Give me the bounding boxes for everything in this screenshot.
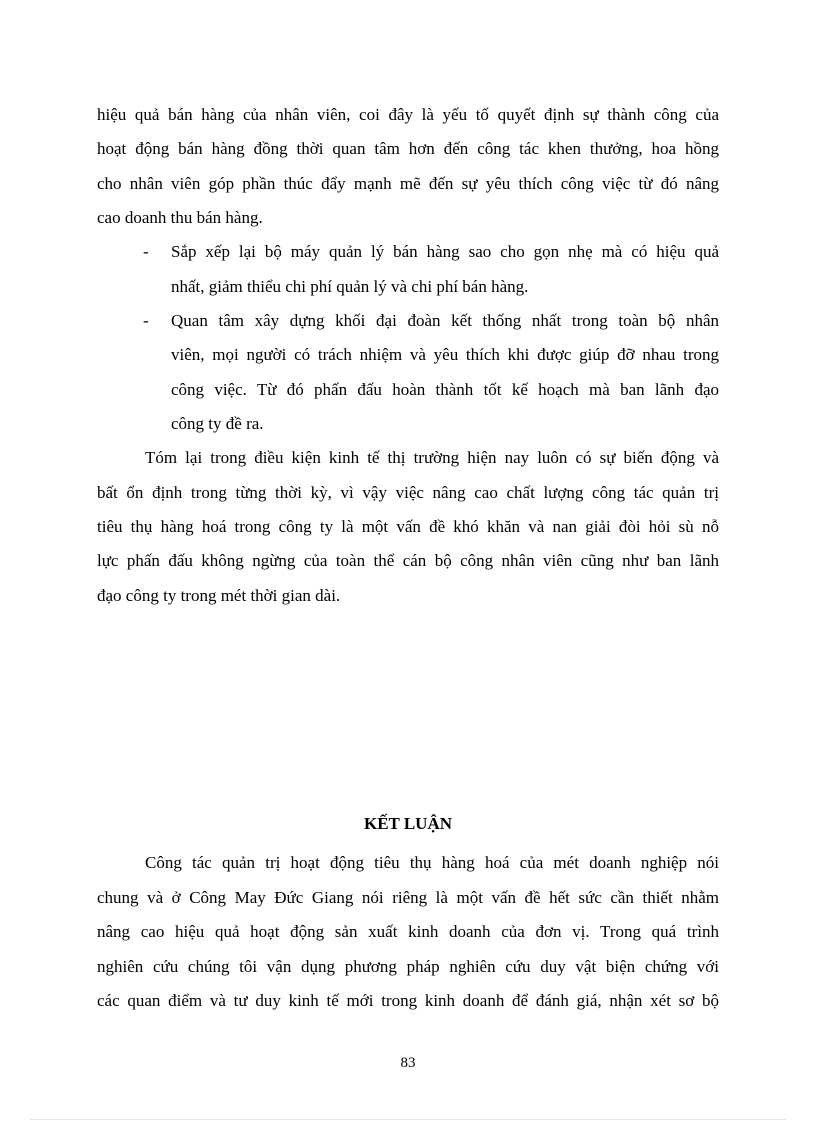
text-line: cao doanh thu bán hàng.	[97, 208, 263, 227]
text-line: Quan tâm xây dựng khối đại đoàn kết thống nhất trong toàn bộ nhân	[171, 311, 719, 330]
text-line: hoạt động bán hàng đồng thời quan tâm hơn đến công tác khen thưởng, hoa hồng	[97, 139, 719, 158]
text-line: chung và ở Công May Đức Giang nói riêng là một vấn đề hết sức cần thiết nhằm	[97, 888, 719, 907]
text-line: Tóm lại trong điều kiện kinh tế thị trường hiện nay luôn có sự biến động và	[145, 448, 719, 467]
text-line: bất ổn định trong từng thời kỳ, vì vậy việc nâng cao chất lượng công tác quản trị	[97, 483, 719, 502]
page-number: 83	[400, 1055, 416, 1071]
bullet-dash: -	[143, 311, 149, 330]
text-line: các quan điểm và tư duy kinh tế mới trong kinh doanh để đánh giá, nhận xét sơ bộ	[97, 991, 719, 1010]
text-line: Công tác quản trị hoạt động tiêu thụ hàng hoá của mét doanh nghiệp nói	[145, 853, 719, 872]
text-line: Sắp xếp lại bộ máy quản lý bán hàng sao cho gọn nhẹ mà có hiệu quả	[171, 242, 719, 261]
text-line: nhất, giảm thiểu chi phí quản lý và chi phí bán hàng.	[171, 277, 529, 296]
text-line: nghiên cứu chúng tôi vận dụng phương pháp nghiên cứu duy vật biện chứng với	[97, 957, 719, 976]
text-line: công ty đề ra.	[171, 414, 264, 433]
text-line: viên, mọi người có trách nhiệm và yêu thích khi được giúp đỡ nhau trong	[171, 345, 719, 364]
text-line: đạo công ty trong mét thời gian dài.	[97, 586, 341, 605]
text-line: lực phấn đấu không ngừng của toàn thể cán bộ công nhân viên cũng như ban lãnh	[97, 551, 719, 570]
text-line: hiệu quả bán hàng của nhân viên, coi đây là yếu tố quyết định sự thành công của	[97, 105, 719, 124]
text-line: tiêu thụ hàng hoá trong công ty là một vấn đề khó khăn và nan giải đòi hỏi sù nỗ	[97, 517, 719, 536]
text-line: cho nhân viên góp phần thúc đẩy mạnh mẽ đến sự yêu thích công việc từ đó nâng	[97, 174, 719, 193]
bullet-dash: -	[143, 242, 149, 261]
page-bottom-divider	[30, 1119, 786, 1120]
text-line: công việc. Từ đó phấn đấu hoàn thành tốt kế hoạch mà ban lãnh đạo	[171, 380, 719, 399]
section-heading: KẾT LUẬN	[363, 814, 452, 833]
text-line: nâng cao hiệu quả hoạt động sản xuất kinh doanh của đơn vị. Trong quá trình	[97, 922, 719, 941]
